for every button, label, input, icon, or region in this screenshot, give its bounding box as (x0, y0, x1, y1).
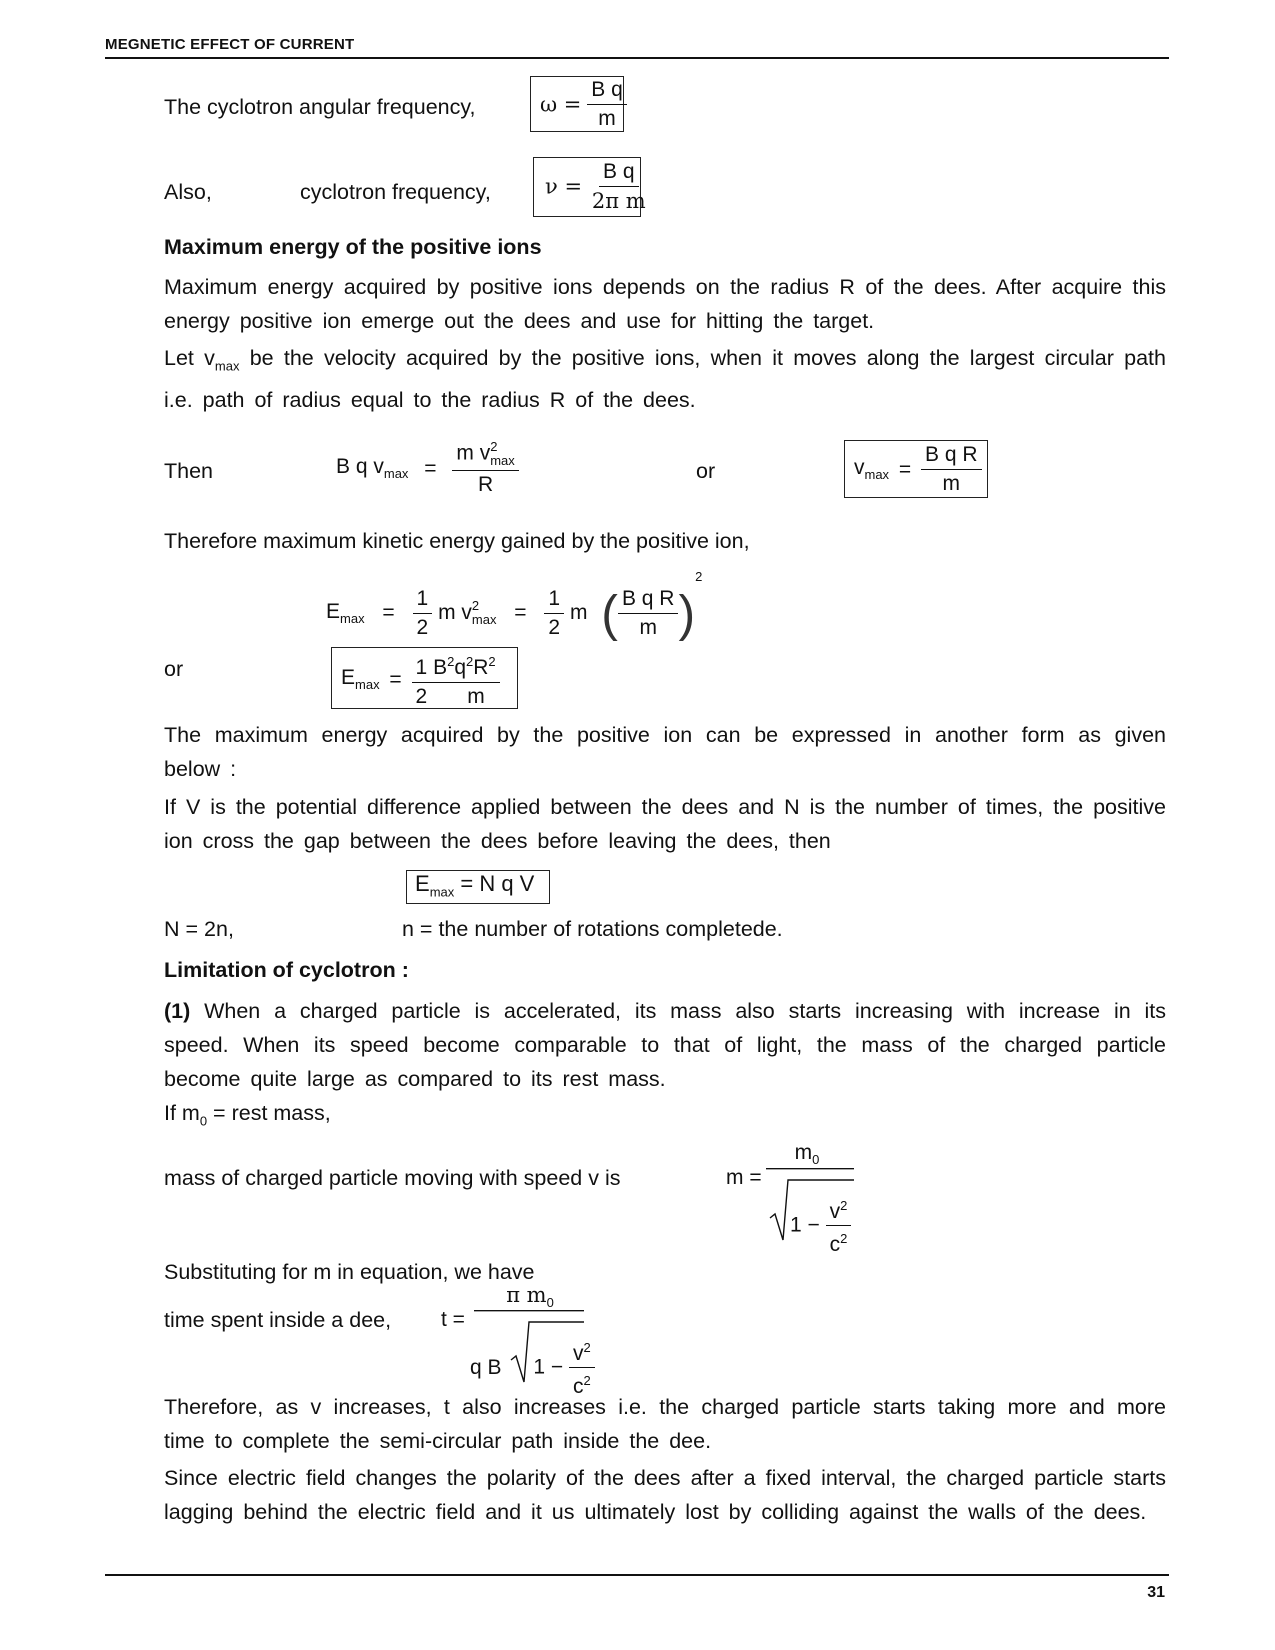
limitation-point-1: (1) When a charged particle is accelerated, its mass also starts increasing with increase in its speed. When its speed become comparable to that of light, the mass of the charged particle become quite large as compared to its rest mass. (164, 999, 1166, 1091)
bqv-equation: B q $v_{max}$ = m v 2 max R (336, 440, 519, 497)
header-rule (105, 57, 1169, 59)
paragraph-vmax: Let $v_{max}$ be the velocity acquired by the positive ions, when it moves along the largest circular path i.e. path of radius equal to the radius R of the dees. (164, 346, 1166, 413)
substituting-line: Substituting for m in equation, we have (164, 1260, 535, 1284)
or-label: or (696, 459, 716, 483)
n-equals-2n: N = 2n, (164, 917, 234, 941)
angular-frequency-label: The cyclotron angular frequency, (164, 95, 476, 119)
omega-equation: ω = $\frac{\text{B q}}{m}$ (540, 78, 627, 131)
nu-equation: ν = $\frac{\text{B q}}{\text{2π m}}$ (545, 160, 646, 213)
time-numerator: π $m_0$ (506, 1283, 554, 1311)
relativistic-mass-lhs: m = (726, 1166, 762, 1189)
cyclotron-frequency-label: cyclotron frequency, (300, 180, 491, 204)
running-header: MEGNETIC EFFECT OF CURRENT (105, 36, 355, 53)
time-lhs: t = (441, 1308, 465, 1331)
page-number: 31 (1147, 1584, 1165, 1601)
therefore-ke-line: Therefore maximum kinetic energy gained by the positive ion, (164, 529, 750, 553)
n-definition: n = the number of rotations completede. (402, 917, 783, 941)
relativistic-mass-radicand: 1 − $\frac{v^2}{c^2}$ (790, 1195, 851, 1256)
paragraph-another-form: The maximum energy acquired by the positive ion can be expressed in another form as given below : (164, 723, 1166, 781)
emax-equation-2: $E_{max}$ = $\frac{1 B^2q^2R^2}{2 m}$ (341, 650, 500, 709)
emax-equation-1: $E_{max}$ = $\frac{1}{2}$ m v 2 max = $\frac{1}{2}$ m ( $\frac{\text{B q R}}{m}$ )$^2$ (326, 569, 703, 642)
paragraph-time-increase: Therefore, as v increases, t also increases i.e. the charged particle starts taking more and more time to complete the semi-circular path inside the dee. (164, 1395, 1166, 1453)
then-label: Then (164, 459, 214, 483)
footer-rule (105, 1574, 1169, 1576)
also-label: Also, (164, 180, 212, 204)
rest-mass-line: If $m_0$ = rest mass, (164, 1101, 331, 1129)
limitation-heading: Limitation of cyclotron : (164, 958, 409, 982)
paragraph-polarity: Since electric field changes the polarity of the dees after a fixed interval, the charged particle starts lagging behind the electric field and it us ultimately lost by colliding against the walls of the dees. (164, 1466, 1166, 1524)
emax-equation-3: $E_{max} = N$ q V (415, 871, 535, 900)
vmax-equation: $v_{max}$ = $\frac{\text{B q R}}{m}$ (854, 443, 982, 496)
time-spent-line: time spent inside a dee, (164, 1308, 392, 1332)
paragraph-max-energy: Maximum energy acquired by positive ions depends on the radius R of the dees. After acquire this energy positive ion emerge out the dees and use for hitting the target. (164, 275, 1166, 333)
time-denominator: q B 1 − $\frac{v^2}{c^2}$ (470, 1337, 595, 1398)
mass-moving-line: mass of charged particle moving with speed v is (164, 1166, 621, 1190)
max-energy-heading: Maximum energy of the positive ions (164, 235, 542, 259)
paragraph-potential-difference: If V is the potential difference applied between the dees and N is the number of times, the positive ion cross the gap between the dees before leaving the dees, then (164, 795, 1166, 853)
or-label-2: or (164, 657, 184, 681)
relativistic-mass-numerator: $m_0$ (794, 1141, 820, 1168)
